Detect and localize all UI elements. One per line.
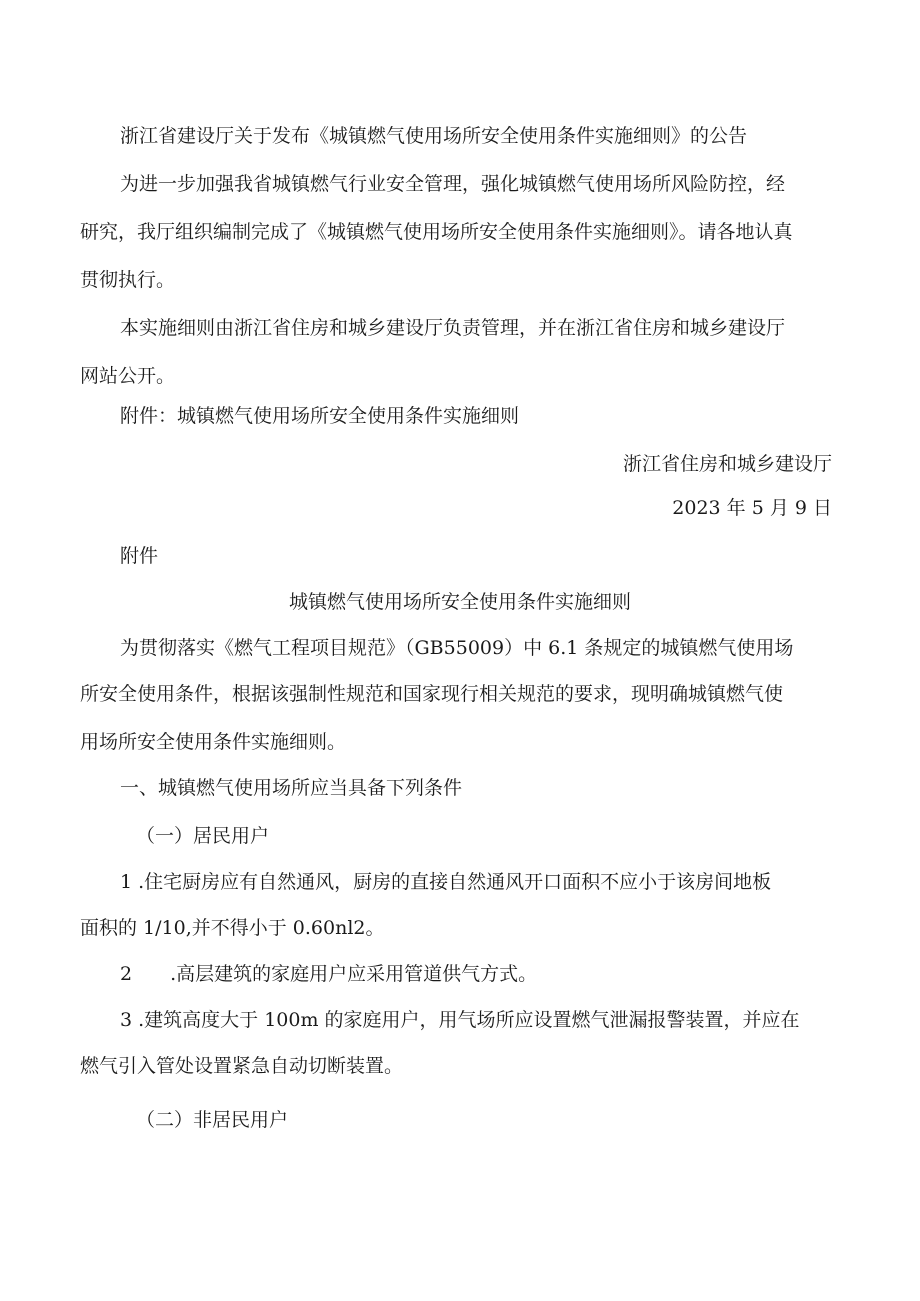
paragraph-1-line-3: 贯彻执行。: [80, 269, 176, 291]
section-heading-1: 一、城镇燃气使用场所应当具备下列条件: [120, 777, 463, 799]
attachment-label: 附件: [120, 545, 159, 567]
attachment-subtitle: 城镇燃气使用场所安全使用条件实施细则: [288, 591, 631, 613]
attachment-line: 附件：城镇燃气使用场所安全使用条件实施细则: [120, 405, 520, 427]
paragraph-2-line-1: 本实施细则由浙江省住房和城乡建设厅负责管理，并在浙江省住房和城乡建设厅: [120, 317, 786, 339]
subsection-heading-non-residential: （二）非居民用户: [136, 1109, 289, 1131]
item-1-line-2: 面积的 1/10,并不得小于 0.60nl2。: [80, 917, 385, 939]
paragraph-3-line-3: 用场所安全使用条件实施细则。: [80, 731, 347, 753]
item-3-line-1: 3 .建筑高度大于 100m 的家庭用户，用气场所应设置燃气泄漏报警装置，并应在: [120, 1009, 800, 1031]
item-3-line-2: 燃气引入管处设置紧急自动切断装置。: [80, 1055, 404, 1077]
page-title: 浙江省建设厅关于发布《城镇燃气使用场所安全使用条件实施细则》的公告: [120, 125, 748, 147]
paragraph-1-line-1: 为进一步加强我省城镇燃气行业安全管理，强化城镇燃气使用场所风险防控，经: [120, 173, 786, 195]
subsection-heading-residential: （一）居民用户: [136, 825, 270, 847]
paragraph-1-line-2: 研究，我厅组织编制完成了《城镇燃气使用场所安全使用条件实施细则》。请各地认真: [80, 221, 793, 243]
paragraph-3-line-2: 所安全使用条件，根据该强制性规范和国家现行相关规范的要求，现明确城镇燃气使: [80, 683, 784, 705]
item-2: 2 .高层建筑的家庭用户应采用管道供气方式。: [120, 963, 538, 985]
paragraph-3-line-1: 为贯彻落实《燃气工程项目规范》（GB55009）中 6.1 条规定的城镇燃气使用场: [120, 637, 794, 659]
signature: 浙江省住房和城乡建设厅: [622, 453, 832, 475]
issue-date: 2023 年 5 月 9 日: [672, 497, 832, 519]
item-1-line-1: 1 .住宅厨房应有自然通风，厨房的直接自然通风开口面积不应小于该房间地板: [120, 871, 772, 893]
paragraph-2-line-2: 网站公开。: [80, 365, 176, 387]
